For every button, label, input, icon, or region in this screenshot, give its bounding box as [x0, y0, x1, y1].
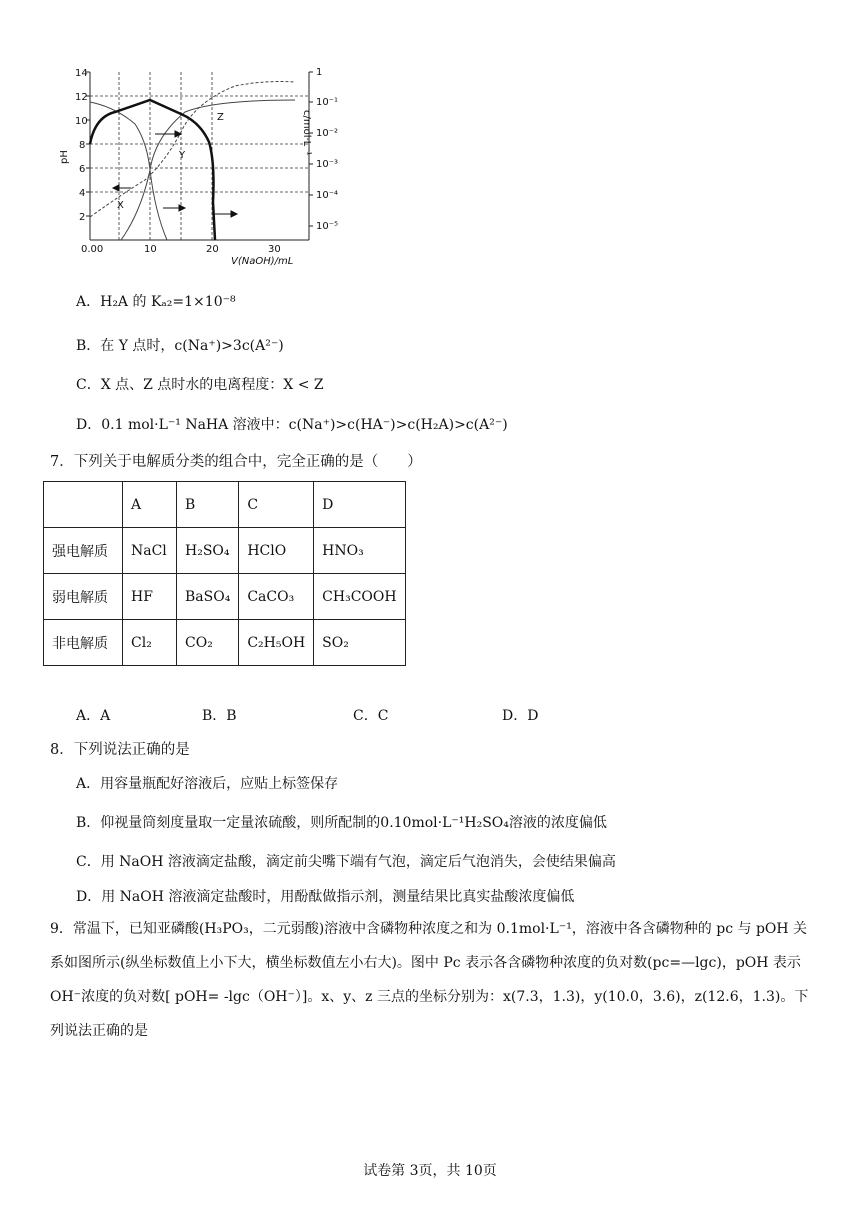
y-tick-4: 4: [79, 188, 86, 199]
y-tick-8: 8: [79, 140, 86, 151]
table-cell: SO₂: [314, 620, 405, 666]
table-row: [44, 574, 406, 620]
q8-option-a: A．用容量瓶配好溶液后，应贴上标签保存: [76, 776, 339, 792]
table-cell: CO₂: [177, 620, 239, 666]
table-cell: CH₃COOH: [314, 574, 405, 620]
table-header-row: [44, 482, 406, 528]
y-right-axis-label: c/mol·L⁻¹: [301, 110, 312, 156]
page-footer: 试卷第 3页，共 10页: [363, 1163, 497, 1179]
titration-chart: [55, 62, 339, 272]
table-cell: H₂SO₄: [177, 528, 239, 574]
table-cell: C: [239, 482, 314, 528]
q7-option-a: A．A: [76, 708, 111, 724]
table-cell: Cl₂: [123, 620, 177, 666]
q7-option-b: B．B: [202, 708, 237, 724]
y-tick-6: 6: [79, 164, 86, 175]
table-cell: HClO: [239, 528, 314, 574]
table-cell: BaSO₄: [177, 574, 239, 620]
table-cell: D: [314, 482, 405, 528]
table-cell: HF: [123, 574, 177, 620]
y2-tick-1e-2: 10⁻²: [316, 128, 339, 139]
q8-option-c: C．用 NaOH 溶液滴定盐酸，滴定前尖嘴下端有气泡，滴定后气泡消失，会使结果偏高: [76, 854, 616, 870]
y2-tick-1e-1: 10⁻¹: [316, 97, 339, 108]
q8-option-d: D．用 NaOH 溶液滴定盐酸时，用酚酞做指示剂，测量结果比真实盐酸浓度偏低: [76, 889, 575, 905]
table-cell: A: [123, 482, 177, 528]
table-cell: 强电解质: [44, 528, 123, 574]
point-y-label: Y: [179, 150, 186, 161]
table-row: [44, 528, 406, 574]
x-tick-30: 30: [268, 244, 281, 255]
q8-option-b: B．仰视量筒刻度量取一定量浓硫酸，则所配制的0.10mol·L⁻¹H₂SO₄溶液的浓度偏低: [76, 815, 607, 831]
y2-tick-1: 1: [316, 67, 323, 78]
y2-tick-1e-5: 10⁻⁵: [316, 221, 339, 232]
table-cell: 非电解质: [44, 620, 123, 666]
y-axis-label: pH: [59, 150, 70, 164]
point-x-label: X: [117, 200, 124, 211]
y-tick-2: 2: [79, 212, 86, 223]
table-cell: B: [177, 482, 239, 528]
q7-option-c: C．C: [353, 708, 389, 724]
table-cell: CaCO₃: [239, 574, 314, 620]
table-cell: 弱电解质: [44, 574, 123, 620]
point-z-label: Z: [217, 112, 224, 123]
q6-option-d: D．0.1 mol·L⁻¹ NaHA 溶液中：c(Na⁺)>c(HA⁻)>c(H₂A)>c(A²⁻): [76, 417, 508, 433]
q7-stem: 7．下列关于电解质分类的组合中，完全正确的是（ ）: [50, 454, 422, 470]
y2-tick-1e-4: 10⁻⁴: [316, 190, 339, 201]
x-tick-0: 0.00: [81, 244, 104, 255]
y-tick-10: 10: [75, 116, 88, 127]
q6-option-b: B．在 Y 点时，c(Na⁺)>3c(A²⁻): [76, 338, 284, 354]
table-cell: C₂H₅OH: [239, 620, 314, 666]
x-axis-label: V(NaOH)/mL: [231, 256, 294, 267]
y2-tick-1e-3: 10⁻³: [316, 159, 339, 170]
y-tick-12: 12: [75, 92, 88, 103]
q9-text: 9．常温下，已知亚磷酸(H₃PO₃，二元弱酸)溶液中含磷物种浓度之和为 0.1mol·L⁻¹，溶液中各含磷物种的 pc 与 pOH 关系如图所示(纵坐标数值上小下大，横坐标数值左小右大)。图中 Pc 表示各含磷物种浓度的负对数(pc=—lgc)，pOH 表示 OH⁻浓度的负对数[ pOH= -lgc（OH⁻）]。x、y、z 三点的坐标分别为：x(7.3，1.3)，y(10.0，3.6)，z(12.6，1.3)。下列说法正确的是: [50, 921, 809, 1039]
q6-option-a: A．H₂A 的 Kₐ₂=1×10⁻⁸: [76, 294, 236, 310]
table-cell: [44, 482, 123, 528]
y-tick-14: 14: [75, 68, 88, 79]
electrolyte-table: [43, 481, 406, 666]
table-row: [44, 620, 406, 666]
q8-stem: 8．下列说法正确的是: [50, 742, 190, 758]
table-cell: NaCl: [123, 528, 177, 574]
q7-option-d: D．D: [502, 708, 539, 724]
table-cell: HNO₃: [314, 528, 405, 574]
q6-option-c: C．X 点、Z 点时水的电离程度：X < Z: [76, 377, 324, 393]
x-tick-20: 20: [206, 244, 219, 255]
x-tick-10: 10: [144, 244, 157, 255]
